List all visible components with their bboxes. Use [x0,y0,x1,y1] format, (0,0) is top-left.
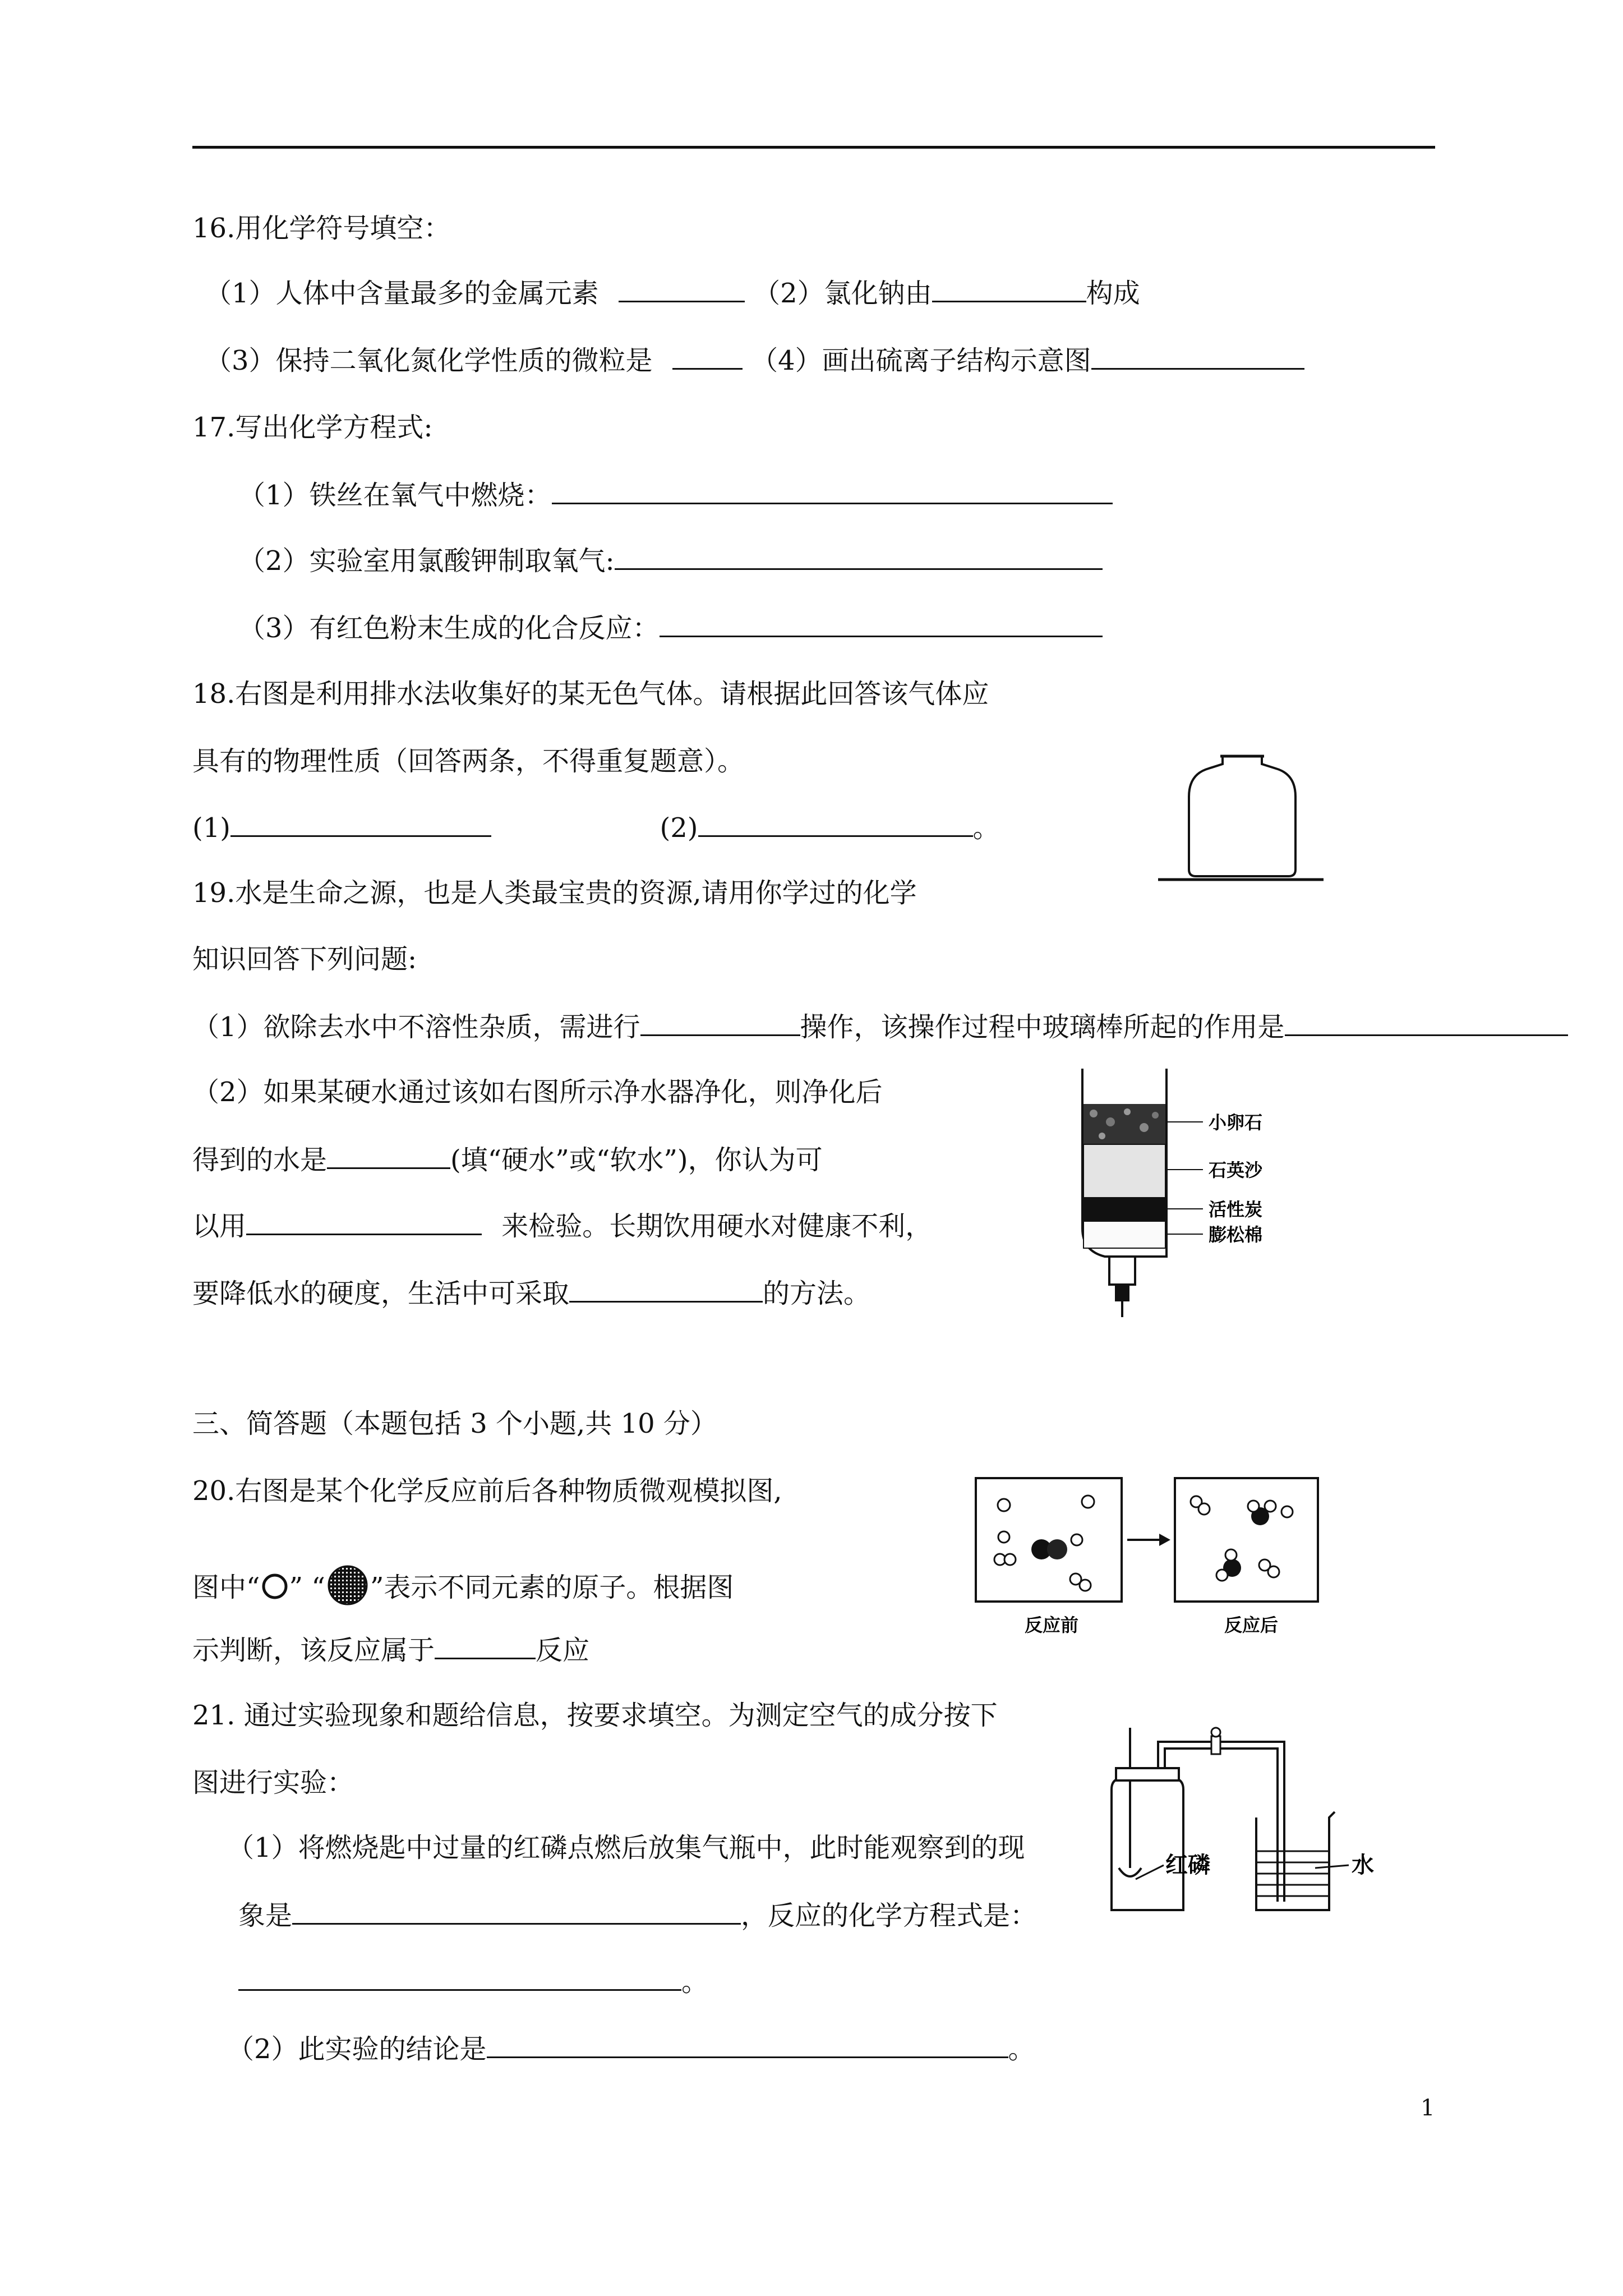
q19-line1: 19.水是生命之源，也是人类最宝贵的资源,请用你学过的化学 [192,877,917,909]
q17-title: 17.写出化学方程式: [192,412,433,443]
water-purifier-figure [1071,1066,1301,1318]
gas-collection-bottle-figure [1155,752,1329,886]
answer-blank[interactable] [698,811,973,837]
q16-part3: （3）保持二氧化氮化学性质的微粒是 （4）画出硫离子结构示意图 [205,343,1304,378]
answer-blank[interactable] [660,611,1103,637]
answer-blank[interactable] [552,478,1113,504]
q19-line2: 知识回答下列问题: [192,944,417,975]
answer-blank[interactable] [292,1898,741,1925]
answer-blank[interactable] [1285,1010,1568,1036]
q17-part2: （2）实验室用氯酸钾制取氧气: [238,544,1103,578]
air-composition-apparatus-figure [1099,1717,1391,1918]
answer-blank[interactable] [246,1209,482,1235]
q20-line2: 图中“ ” “ ”表示不同元素的原子。根据图 [192,1563,734,1608]
q21-part2: （2）此实验的结论是 。 [227,2032,1035,2066]
q21-part1-line2: 象是 ，反应的化学方程式是： [238,1898,1037,1932]
q18-answers: (1) (2) 。 [192,811,1000,845]
q18-line1: 18.右图是利用排水法收集好的某无色气体。请根据此回答该气体应 [192,678,989,710]
answer-blank[interactable] [619,276,745,302]
white-atom-icon [260,1572,289,1601]
answer-blank[interactable] [569,1276,763,1303]
q20-line3: 示判断，该反应属于 反应 [192,1633,589,1667]
answer-blank[interactable] [487,2032,1008,2058]
page-number: 1 [1421,2095,1435,2121]
q18-line2: 具有的物理性质（回答两条，不得重复题意）。 [192,746,745,777]
q19-part2-line3: 以用 来检验。长期饮用硬水对健康不利， [192,1209,932,1243]
answer-blank[interactable] [230,811,491,837]
q19-part1: （1）欲除去水中不溶性杂质，需进行 操作，该操作过程中玻璃棒所起的作用是 [192,1010,1568,1044]
label-before: 反应前 [1025,1614,1079,1636]
reaction-model-figure [973,1475,1321,1644]
label-after: 反应后 [1224,1614,1279,1636]
q21-part1-line1: （1）将燃烧匙中过量的红磷点燃后放集气瓶中，此时能观察到的现 [227,1832,1025,1864]
q17-part1: （1）铁丝在氧气中燃烧： [238,478,1113,512]
label-water: 水 [1352,1852,1374,1878]
q19-part2-line2: 得到的水是 (填“硬水”或“软水”)，你认为可 [192,1143,823,1177]
q17-part3: （3）有红色粉末生成的化合反应： [238,611,1103,645]
answer-blank[interactable] [327,1143,450,1169]
answer-blank[interactable] [238,1964,681,1991]
answer-blank[interactable] [615,544,1103,570]
label-cotton: 膨松棉 [1209,1224,1263,1245]
answer-blank[interactable] [435,1633,536,1659]
section3-heading: 三、简答题（本题包括 3 个小题,共 10 分） [192,1408,717,1439]
q16-title: 16.用化学符号填空： [192,213,451,244]
label-red-phosphorus: 红磷 [1165,1852,1210,1878]
q21-line2: 图进行实验： [192,1767,354,1798]
dark-atom-icon [325,1563,370,1608]
q20-line1: 20.右图是某个化学反应前后各种物质微观模拟图, [192,1475,782,1507]
q19-part2-line4: 要降低水的硬度，生活中可采取 的方法。 [192,1276,870,1310]
answer-blank[interactable] [640,1010,800,1036]
q21-line1: 21. 通过实验现象和题给信息，按要求填空。为测定空气的成分按下 [192,1700,998,1731]
answer-blank[interactable] [932,276,1086,302]
q21-part1-line3: 。 [238,1964,708,1999]
header-rule [192,146,1435,149]
answer-blank[interactable] [1091,343,1304,370]
q16-part1: （1）人体中含量最多的金属元素 （2）氯化钠由 构成 [205,276,1140,310]
answer-blank[interactable] [672,343,743,370]
label-activated-carbon: 活性炭 [1209,1199,1263,1220]
label-quartz-sand: 石英沙 [1209,1159,1263,1181]
q19-part2-line1: （2）如果某硬水通过该如右图所示净水器净化，则净化后 [192,1076,883,1108]
label-pebbles: 小卵石 [1209,1112,1263,1133]
